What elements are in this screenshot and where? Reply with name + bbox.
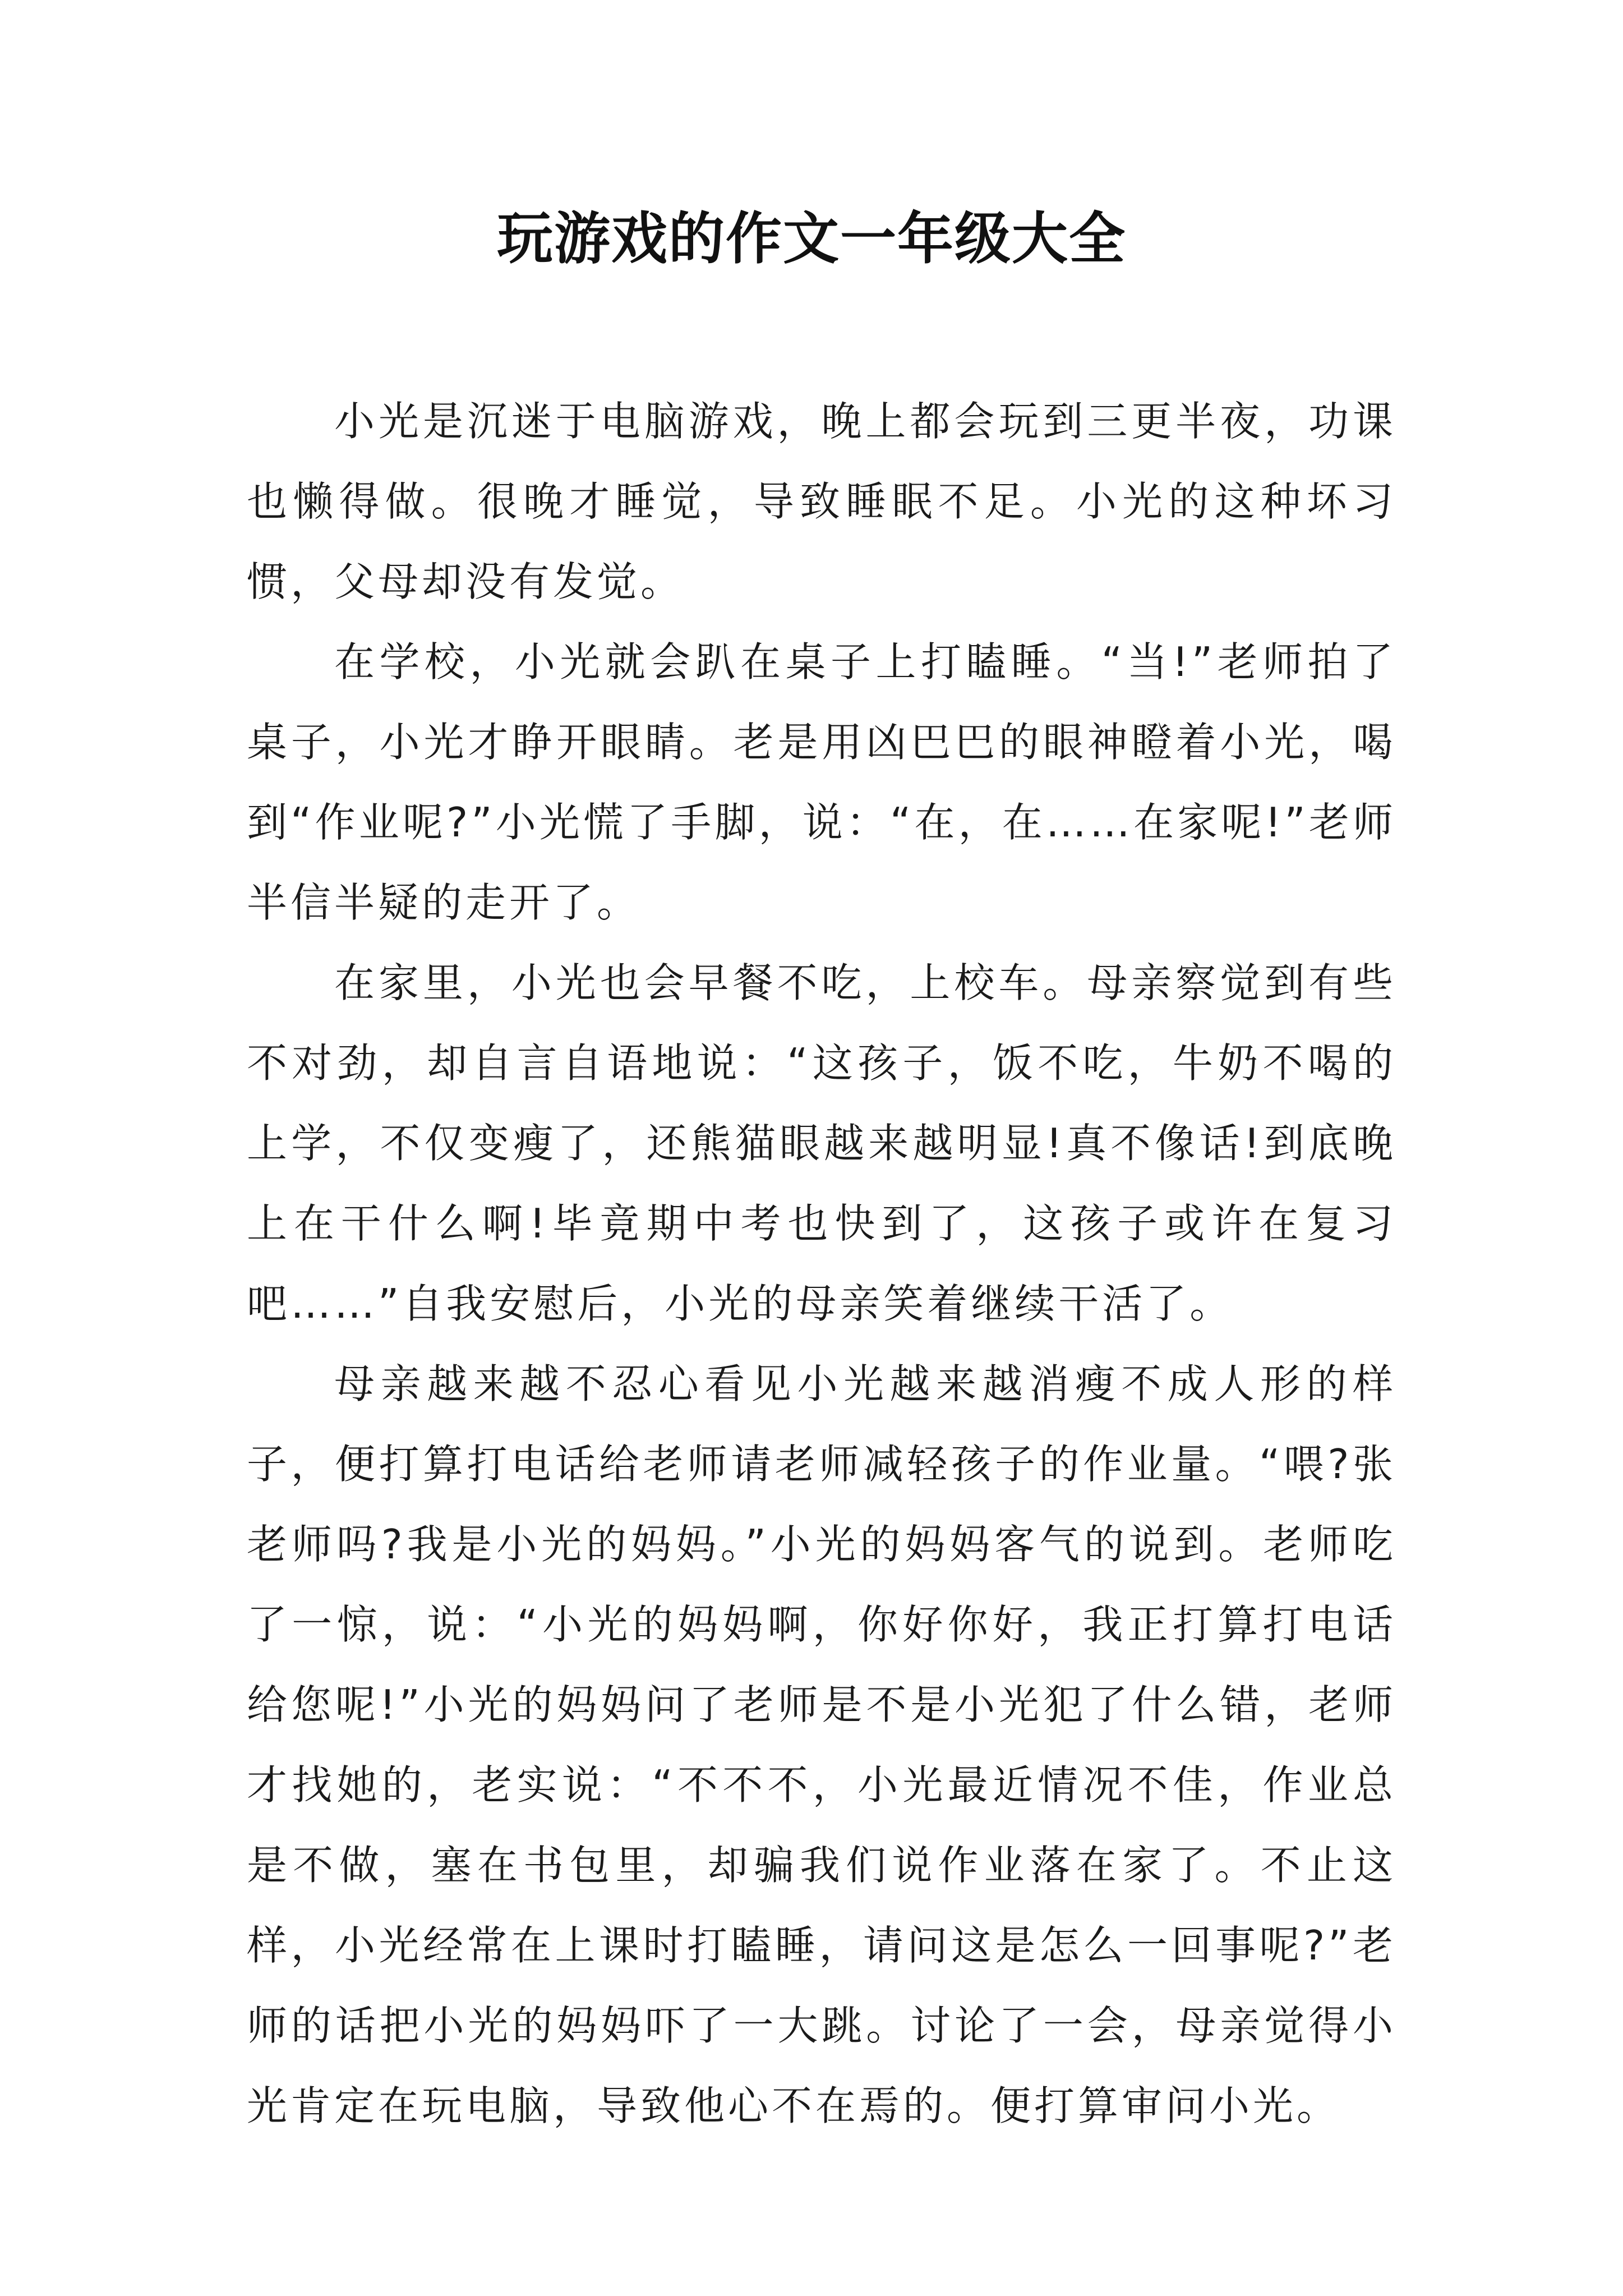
paragraph: 在家里，小光也会早餐不吃，上校车。母亲察觉到有些不对劲，却自言自语地说：“这孩子，饭不吃，牛奶不喝的上学，不仅变瘦了，还熊猫眼越来越明显!真不像话!到底晚上在干什么啊!毕竟期中考也快到了，这孩子或许在复习吧……”自我安慰后，小光的母亲笑着继续干活了。 (247, 959, 1396, 1327)
document-body (247, 381, 1396, 2146)
paragraph: 小光是沉迷于电脑游戏，晚上都会玩到三更半夜，功课也懒得做。很晚才睡觉，导致睡眠不足。小光的这种坏习惯，父母却没有发觉。 (247, 398, 1396, 605)
document-title: 玩游戏的作文一年级大全 (497, 205, 1126, 272)
paragraph: 在学校，小光就会趴在桌子上打瞌睡。“当!”老师拍了桌子，小光才睁开眼睛。老是用凶巴巴的眼神瞪着小光，喝到“作业呢?”小光慌了手脚，说：“在，在……在家呢!”老师半信半疑的走开了。 (247, 638, 1396, 926)
paragraph: 母亲越来越不忍心看见小光越来越消瘦不成人形的样子，便打算打电话给老师请老师减轻孩子的作业量。“喂?张老师吗?我是小光的妈妈。”小光的妈妈客气的说到。老师吃了一惊，说：“小光的妈妈啊，你好你好，我正打算打电话给您呢!”小光的妈妈问了老师是不是小光犯了什么错，老师才找她的，老实说：“不不不，小光最近情况不佳，作业总是不做，塞在书包里，却骗我们说作业落在家了。不止这样，小光经常在上课时打瞌睡，请问这是怎么一回事呢?”老师的话把小光的妈妈吓了一大跳。讨论了一会，母亲觉得小光肯定在玩电脑，导致他心不在焉的。便打算审问小光。 (247, 1360, 1396, 2129)
